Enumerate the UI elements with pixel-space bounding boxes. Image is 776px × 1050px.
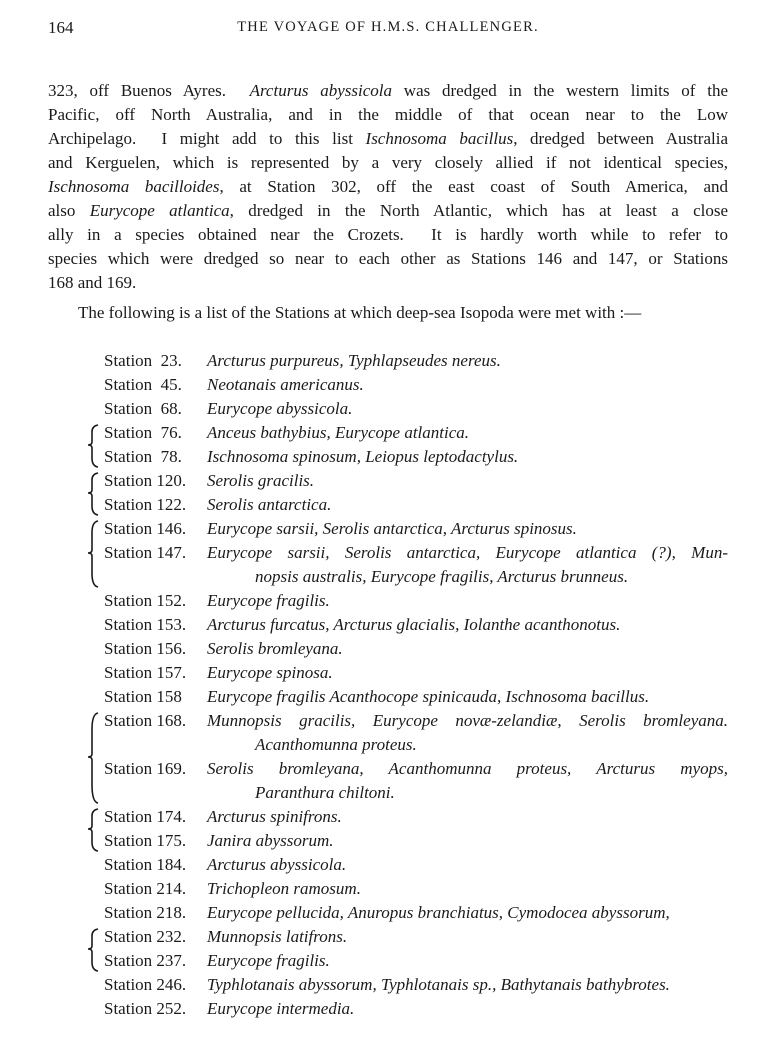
species-list: Serolis bromleyana, Acanthomunna proteus, Arcturus myops, <box>207 759 728 778</box>
paragraph-line <box>48 127 728 151</box>
species-list: Neotanais americanus. <box>207 375 364 394</box>
station-entry <box>0 709 776 733</box>
species-list: Eurycope spinosa. <box>207 663 333 682</box>
text-run: also <box>48 201 90 220</box>
station-entry <box>0 973 776 997</box>
station-entry <box>0 949 776 973</box>
running-title: THE VOYAGE OF H.M.S. CHALLENGER. <box>237 19 539 35</box>
station-label: Station 158 <box>104 687 182 706</box>
station-label: Station 147. <box>104 543 187 562</box>
station-label: Station 157. <box>104 663 187 682</box>
station-list <box>0 349 776 1021</box>
station-entry <box>0 877 776 901</box>
text-run: , at Station 302, off the east coast of South America, and <box>219 177 728 196</box>
species-list: Ischnosoma spinosum, Leiopus leptodactylus. <box>207 447 519 466</box>
species-list: Arcturus purpureus, Typhlapseudes nereus. <box>207 351 501 370</box>
station-label: Station 76. <box>104 423 182 442</box>
station-label: Station 175. <box>104 831 187 850</box>
station-label: Station 168. <box>104 711 187 730</box>
running-header <box>48 18 728 42</box>
species-list: Serolis gracilis. <box>207 471 315 490</box>
species-list: Arcturus abyssicola. <box>207 855 347 874</box>
station-entry <box>0 373 776 397</box>
station-label: Station 78. <box>104 447 182 466</box>
paragraph-line <box>48 271 728 295</box>
station-label: Station 184. <box>104 855 187 874</box>
species-list: Eurycope abyssicola. <box>207 399 353 418</box>
species-list: Acanthomunna proteus. <box>255 735 417 754</box>
station-entry <box>0 997 776 1021</box>
brace-bracket <box>86 807 102 855</box>
species-list: Typhlotanais abyssorum, Typhlotanais sp., Bathytanais bathybrotes. <box>207 975 670 994</box>
species-list: Janira abyssorum. <box>207 831 334 850</box>
species-list: Eurycope fragilis. <box>207 591 330 610</box>
species-name: Eurycope atlantica <box>89 201 230 220</box>
list-intro: The following is a list of the Stations at which deep-sea Isopoda were met with :— <box>78 303 642 322</box>
station-entry-continuation <box>0 565 776 589</box>
species-list: Anceus bathybius, Eurycope atlantica. <box>207 423 470 442</box>
station-label: Station 122. <box>104 495 187 514</box>
text-run: 168 and 169. <box>48 273 137 292</box>
station-label: Station 169. <box>104 759 187 778</box>
brace-bracket <box>86 423 102 471</box>
station-entry <box>0 685 776 709</box>
station-entry <box>0 661 776 685</box>
body-paragraph <box>48 79 728 325</box>
station-label: Station 146. <box>104 519 187 538</box>
station-label: Station 252. <box>104 999 187 1018</box>
station-label: Station 237. <box>104 951 187 970</box>
text-run: ally in a species obtained near the Crozets. It is hardly worth while to refer to <box>48 225 728 244</box>
station-entry <box>0 349 776 373</box>
text-run: and Kerguelen, which is represented by a very closely allied if not identical species, <box>48 153 728 172</box>
station-entry-continuation <box>0 733 776 757</box>
text-run: was dredged in the western limits of the <box>392 81 729 100</box>
species-name: Ischnosoma bacillus <box>365 129 514 148</box>
species-list: Munnopsis latifrons. <box>207 927 348 946</box>
species-list: Serolis bromleyana. <box>207 639 343 658</box>
paragraph-line <box>48 79 728 103</box>
station-entry <box>0 613 776 637</box>
species-list: Arcturus furcatus, Arcturus glacialis, Iolanthe acanthonotus. <box>207 615 621 634</box>
station-entry <box>0 637 776 661</box>
station-label: Station 246. <box>104 975 187 994</box>
brace-bracket <box>86 519 102 591</box>
species-list: Trichopleon ramosum. <box>207 879 361 898</box>
station-entry <box>0 589 776 613</box>
station-entry <box>0 805 776 829</box>
station-entry <box>0 397 776 421</box>
paragraph-line <box>48 199 728 223</box>
paragraph-line <box>48 151 728 175</box>
species-list: Eurycope intermedia. <box>207 999 355 1018</box>
paragraph-line <box>48 223 728 247</box>
station-entry <box>0 517 776 541</box>
station-label: Station 214. <box>104 879 187 898</box>
station-entry <box>0 853 776 877</box>
station-entry <box>0 541 776 565</box>
station-label: Station 174. <box>104 807 187 826</box>
text-run: species which were dredged so near to each other as Stations 146 and 147, or Stations <box>48 249 728 268</box>
station-entry <box>0 757 776 781</box>
station-entry <box>0 421 776 445</box>
species-list: Arcturus spinifrons. <box>207 807 342 826</box>
station-label: Station 152. <box>104 591 187 610</box>
species-name: Arcturus abyssicola <box>249 81 392 100</box>
station-label: Station 68. <box>104 399 182 418</box>
station-label: Station 23. <box>104 351 182 370</box>
species-list: Munnopsis gracilis, Eurycope novæ-zelandiæ, Serolis bromleyana. <box>207 711 728 730</box>
text-run: , dredged between Australia <box>513 129 729 148</box>
species-list: Eurycope fragilis. <box>207 951 330 970</box>
species-list: Eurycope sarsii, Serolis antarctica, Arcturus spinosus. <box>207 519 577 538</box>
paragraph-line <box>48 175 728 199</box>
species-list: Paranthura chiltoni. <box>255 783 395 802</box>
brace-bracket <box>86 471 102 519</box>
species-list: Eurycope fragilis Acanthocope spinicauda, Ischnosoma bacillus. <box>207 687 650 706</box>
paragraph-line <box>48 247 728 271</box>
species-list: Eurycope sarsii, Serolis antarctica, Eurycope atlantica (?), Mun- <box>207 543 728 562</box>
page-number: 164 <box>48 18 74 37</box>
brace-bracket <box>86 711 102 807</box>
text-run: Archipelago. I might add to this list <box>48 129 366 148</box>
brace-bracket <box>86 927 102 975</box>
species-list: nopsis australis, Eurycope fragilis, Arcturus brunneus. <box>255 567 629 586</box>
station-entry <box>0 829 776 853</box>
station-label: Station 218. <box>104 903 187 922</box>
text-run: 323, off Buenos Ayres. <box>48 81 250 100</box>
text-run: , dredged in the North Atlantic, which has at least a close <box>229 201 728 220</box>
station-entry <box>0 901 776 925</box>
paragraph-line <box>48 103 728 127</box>
station-entry <box>0 445 776 469</box>
station-entry-continuation <box>0 781 776 805</box>
station-label: Station 120. <box>104 471 187 490</box>
species-list: Serolis antarctica. <box>207 495 332 514</box>
station-label: Station 153. <box>104 615 187 634</box>
station-entry <box>0 493 776 517</box>
station-entry <box>0 925 776 949</box>
station-entry <box>0 469 776 493</box>
text-run: Pacific, off North Australia, and in the middle of that ocean near to the Low <box>48 105 728 124</box>
station-label: Station 232. <box>104 927 187 946</box>
station-label: Station 45. <box>104 375 182 394</box>
station-label: Station 156. <box>104 639 187 658</box>
species-list: Eurycope pellucida, Anuropus branchiatus, Cymodocea abyssorum, <box>207 903 670 922</box>
species-name: Ischnosoma bacilloides <box>48 177 220 196</box>
